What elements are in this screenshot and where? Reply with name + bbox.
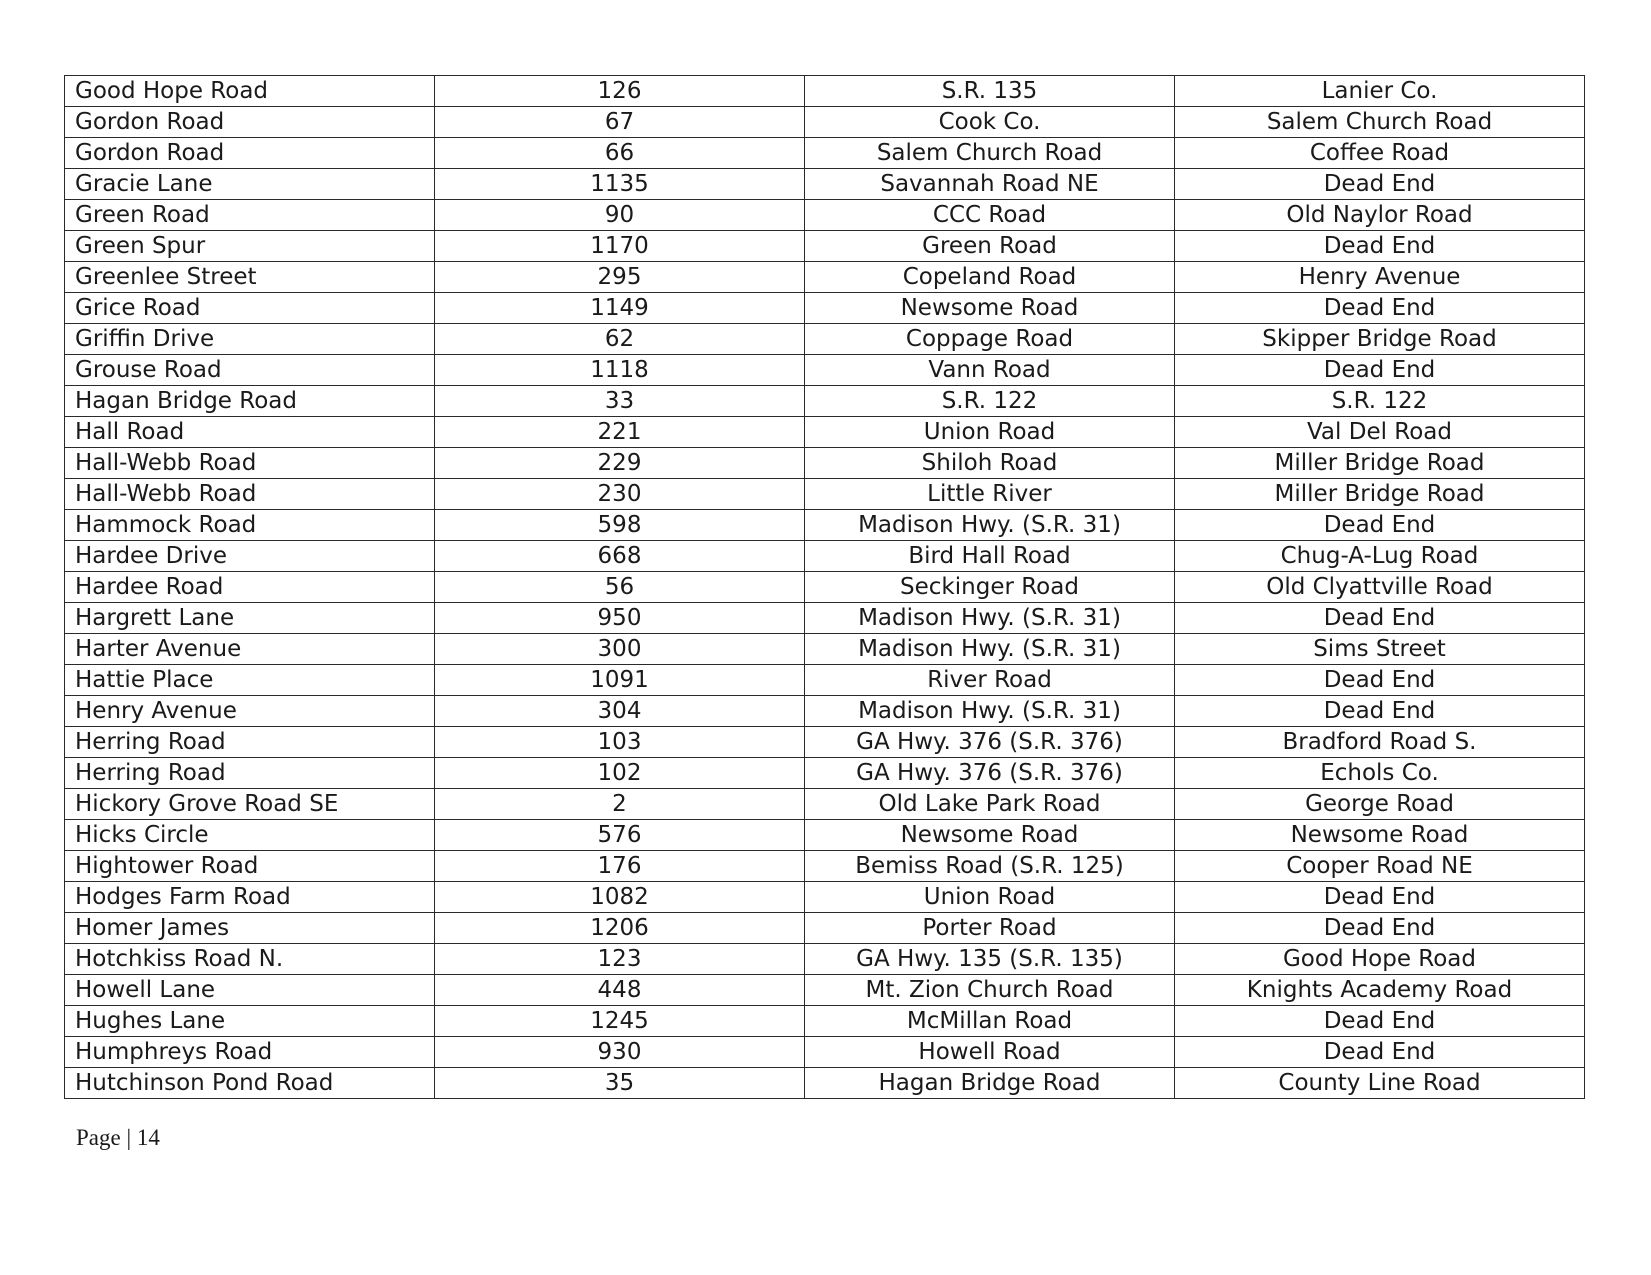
road-number-cell: 1082 [435, 882, 805, 913]
road-name-cell: Grice Road [65, 293, 435, 324]
road-to-cell: Good Hope Road [1175, 944, 1585, 975]
road-number-cell: 2 [435, 789, 805, 820]
road-name-cell: Hodges Farm Road [65, 882, 435, 913]
table-row [65, 944, 1585, 975]
road-from-cell: Seckinger Road [805, 572, 1175, 603]
road-name-cell: Hall-Webb Road [65, 448, 435, 479]
table-row [65, 1006, 1585, 1037]
road-name-cell: Hall Road [65, 417, 435, 448]
road-name-cell: Hagan Bridge Road [65, 386, 435, 417]
road-number-cell: 56 [435, 572, 805, 603]
road-to-cell: Skipper Bridge Road [1175, 324, 1585, 355]
road-from-cell: River Road [805, 665, 1175, 696]
road-number-cell: 66 [435, 138, 805, 169]
road-number-cell: 1118 [435, 355, 805, 386]
table-row [65, 541, 1585, 572]
road-number-cell: 950 [435, 603, 805, 634]
road-name-cell: Harter Avenue [65, 634, 435, 665]
road-number-cell: 176 [435, 851, 805, 882]
road-list-table [64, 75, 1585, 1099]
table-row [65, 882, 1585, 913]
table-row [65, 262, 1585, 293]
road-name-cell: Hughes Lane [65, 1006, 435, 1037]
table-row [65, 665, 1585, 696]
road-name-cell: Hotchkiss Road N. [65, 944, 435, 975]
road-number-cell: 1245 [435, 1006, 805, 1037]
road-from-cell: Madison Hwy. (S.R. 31) [805, 510, 1175, 541]
road-from-cell: Copeland Road [805, 262, 1175, 293]
road-to-cell: Dead End [1175, 293, 1585, 324]
road-name-cell: Gordon Road [65, 138, 435, 169]
road-to-cell: S.R. 122 [1175, 386, 1585, 417]
road-from-cell: Green Road [805, 231, 1175, 262]
road-from-cell: Vann Road [805, 355, 1175, 386]
table-row [65, 293, 1585, 324]
road-to-cell: Val Del Road [1175, 417, 1585, 448]
road-from-cell: Union Road [805, 417, 1175, 448]
table-row [65, 820, 1585, 851]
road-name-cell: Hattie Place [65, 665, 435, 696]
road-number-cell: 576 [435, 820, 805, 851]
road-from-cell: Salem Church Road [805, 138, 1175, 169]
road-to-cell: Dead End [1175, 1037, 1585, 1068]
road-number-cell: 35 [435, 1068, 805, 1099]
road-number-cell: 90 [435, 200, 805, 231]
road-to-cell: Chug-A-Lug Road [1175, 541, 1585, 572]
road-name-cell: Hicks Circle [65, 820, 435, 851]
road-name-cell: Greenlee Street [65, 262, 435, 293]
road-to-cell: Old Naylor Road [1175, 200, 1585, 231]
road-to-cell: Knights Academy Road [1175, 975, 1585, 1006]
road-name-cell: Griffin Drive [65, 324, 435, 355]
table-row [65, 479, 1585, 510]
road-from-cell: Newsome Road [805, 293, 1175, 324]
table-row [65, 138, 1585, 169]
table-row [65, 851, 1585, 882]
road-from-cell: Little River [805, 479, 1175, 510]
road-to-cell: Coffee Road [1175, 138, 1585, 169]
road-to-cell: Newsome Road [1175, 820, 1585, 851]
road-number-cell: 598 [435, 510, 805, 541]
road-from-cell: S.R. 122 [805, 386, 1175, 417]
road-to-cell: Old Clyattville Road [1175, 572, 1585, 603]
table-row [65, 324, 1585, 355]
road-to-cell: Miller Bridge Road [1175, 479, 1585, 510]
road-to-cell: Dead End [1175, 169, 1585, 200]
road-to-cell: Miller Bridge Road [1175, 448, 1585, 479]
road-number-cell: 126 [435, 76, 805, 107]
table-row [65, 448, 1585, 479]
road-to-cell: Dead End [1175, 231, 1585, 262]
road-to-cell: Dead End [1175, 913, 1585, 944]
road-to-cell: Dead End [1175, 882, 1585, 913]
road-name-cell: Hardee Road [65, 572, 435, 603]
road-from-cell: Hagan Bridge Road [805, 1068, 1175, 1099]
road-number-cell: 1149 [435, 293, 805, 324]
road-to-cell: Dead End [1175, 1006, 1585, 1037]
road-number-cell: 300 [435, 634, 805, 665]
road-name-cell: Humphreys Road [65, 1037, 435, 1068]
road-from-cell: Madison Hwy. (S.R. 31) [805, 603, 1175, 634]
table-row [65, 417, 1585, 448]
road-name-cell: Hammock Road [65, 510, 435, 541]
table-row [65, 200, 1585, 231]
road-name-cell: Gracie Lane [65, 169, 435, 200]
table-row [65, 727, 1585, 758]
road-to-cell: Henry Avenue [1175, 262, 1585, 293]
road-name-cell: Good Hope Road [65, 76, 435, 107]
road-from-cell: Coppage Road [805, 324, 1175, 355]
road-name-cell: Hickory Grove Road SE [65, 789, 435, 820]
road-name-cell: Green Road [65, 200, 435, 231]
road-number-cell: 1091 [435, 665, 805, 696]
road-number-cell: 102 [435, 758, 805, 789]
road-from-cell: Cook Co. [805, 107, 1175, 138]
table-row [65, 758, 1585, 789]
road-from-cell: Howell Road [805, 1037, 1175, 1068]
road-number-cell: 448 [435, 975, 805, 1006]
road-to-cell: Echols Co. [1175, 758, 1585, 789]
road-from-cell: Madison Hwy. (S.R. 31) [805, 634, 1175, 665]
road-from-cell: Savannah Road NE [805, 169, 1175, 200]
road-from-cell: GA Hwy. 376 (S.R. 376) [805, 758, 1175, 789]
road-number-cell: 230 [435, 479, 805, 510]
road-to-cell: Bradford Road S. [1175, 727, 1585, 758]
road-name-cell: Herring Road [65, 727, 435, 758]
road-from-cell: Shiloh Road [805, 448, 1175, 479]
table-row [65, 510, 1585, 541]
road-name-cell: Henry Avenue [65, 696, 435, 727]
road-name-cell: Grouse Road [65, 355, 435, 386]
page-number: Page | 14 [76, 1125, 160, 1150]
road-number-cell: 668 [435, 541, 805, 572]
table-row [65, 789, 1585, 820]
table-row [65, 913, 1585, 944]
road-to-cell: Sims Street [1175, 634, 1585, 665]
road-name-cell: Hall-Webb Road [65, 479, 435, 510]
road-to-cell: County Line Road [1175, 1068, 1585, 1099]
table-row [65, 231, 1585, 262]
road-number-cell: 33 [435, 386, 805, 417]
road-name-cell: Gordon Road [65, 107, 435, 138]
road-to-cell: George Road [1175, 789, 1585, 820]
road-number-cell: 930 [435, 1037, 805, 1068]
road-name-cell: Homer James [65, 913, 435, 944]
road-list-body [65, 76, 1585, 1099]
road-from-cell: Porter Road [805, 913, 1175, 944]
road-number-cell: 304 [435, 696, 805, 727]
table-row [65, 696, 1585, 727]
road-name-cell: Green Spur [65, 231, 435, 262]
table-row [65, 634, 1585, 665]
table-row [65, 1037, 1585, 1068]
road-number-cell: 229 [435, 448, 805, 479]
road-from-cell: Madison Hwy. (S.R. 31) [805, 696, 1175, 727]
road-to-cell: Dead End [1175, 696, 1585, 727]
road-from-cell: McMillan Road [805, 1006, 1175, 1037]
road-name-cell: Herring Road [65, 758, 435, 789]
table-row [65, 1068, 1585, 1099]
table-row [65, 76, 1585, 107]
road-to-cell: Salem Church Road [1175, 107, 1585, 138]
road-to-cell: Dead End [1175, 355, 1585, 386]
road-from-cell: Union Road [805, 882, 1175, 913]
road-number-cell: 1135 [435, 169, 805, 200]
road-name-cell: Hightower Road [65, 851, 435, 882]
table-row [65, 975, 1585, 1006]
road-to-cell: Dead End [1175, 603, 1585, 634]
road-number-cell: 1206 [435, 913, 805, 944]
road-name-cell: Hardee Drive [65, 541, 435, 572]
road-number-cell: 67 [435, 107, 805, 138]
road-from-cell: Newsome Road [805, 820, 1175, 851]
road-name-cell: Hutchinson Pond Road [65, 1068, 435, 1099]
table-row [65, 572, 1585, 603]
road-name-cell: Howell Lane [65, 975, 435, 1006]
road-number-cell: 123 [435, 944, 805, 975]
table-row [65, 386, 1585, 417]
road-number-cell: 295 [435, 262, 805, 293]
road-to-cell: Lanier Co. [1175, 76, 1585, 107]
road-number-cell: 103 [435, 727, 805, 758]
table-row [65, 107, 1585, 138]
road-number-cell: 221 [435, 417, 805, 448]
road-to-cell: Dead End [1175, 510, 1585, 541]
road-number-cell: 62 [435, 324, 805, 355]
table-row [65, 603, 1585, 634]
road-from-cell: Bemiss Road (S.R. 125) [805, 851, 1175, 882]
road-to-cell: Cooper Road NE [1175, 851, 1585, 882]
road-from-cell: GA Hwy. 135 (S.R. 135) [805, 944, 1175, 975]
table-row [65, 169, 1585, 200]
road-number-cell: 1170 [435, 231, 805, 262]
road-from-cell: Mt. Zion Church Road [805, 975, 1175, 1006]
road-name-cell: Hargrett Lane [65, 603, 435, 634]
table-row [65, 355, 1585, 386]
road-from-cell: GA Hwy. 376 (S.R. 376) [805, 727, 1175, 758]
road-from-cell: CCC Road [805, 200, 1175, 231]
road-from-cell: Old Lake Park Road [805, 789, 1175, 820]
road-to-cell: Dead End [1175, 665, 1585, 696]
road-from-cell: S.R. 135 [805, 76, 1175, 107]
road-from-cell: Bird Hall Road [805, 541, 1175, 572]
